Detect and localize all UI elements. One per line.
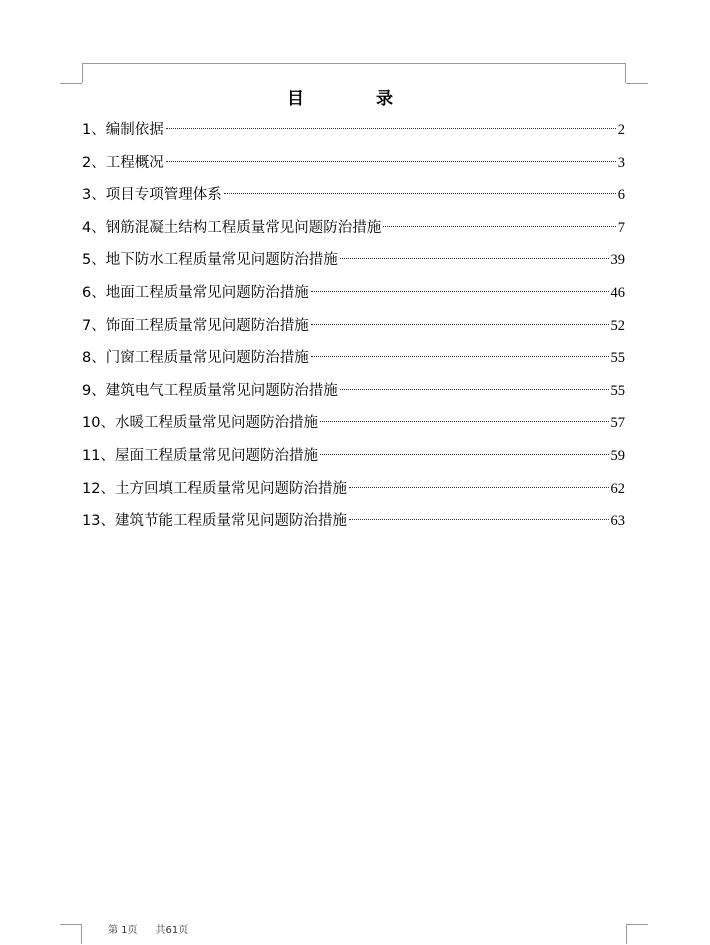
toc-leader-dots [311, 324, 609, 325]
toc-entry-label: 5、地下防水工程质量常见问题防治措施 [82, 252, 338, 269]
toc-entry[interactable] [82, 505, 625, 538]
toc-entry-page: 6 [617, 187, 625, 204]
toc-leader-dots [166, 128, 616, 129]
crop-mark-top-left [60, 63, 82, 84]
toc-leader-dots [340, 258, 609, 259]
toc-entry[interactable] [82, 375, 625, 408]
toc-entry[interactable] [82, 473, 625, 506]
toc-entry-page: 2 [617, 122, 625, 138]
crop-mark-bottom-right [626, 924, 648, 945]
toc-entry-label: 2、工程概况 [82, 154, 164, 171]
toc-entry-page: 63 [610, 513, 625, 530]
toc-entry[interactable] [82, 179, 625, 212]
footer-current-page: 第 1页 [108, 925, 138, 936]
toc-entry-page: 55 [610, 382, 625, 399]
toc-leader-dots [320, 454, 609, 455]
toc-leader-dots [311, 291, 609, 292]
toc-entry-page: 3 [617, 154, 625, 171]
toc-entry-page: 7 [617, 219, 625, 236]
toc-entry-label: 8、门窗工程质量常见问题防治措施 [82, 350, 309, 367]
toc-entry[interactable] [82, 244, 625, 277]
toc-list [82, 114, 625, 538]
toc-entry-label: 3、项目专项管理体系 [82, 187, 222, 204]
toc-entry-page: 59 [610, 447, 625, 464]
toc-leader-dots [320, 421, 609, 422]
toc-entry[interactable] [82, 114, 625, 147]
toc-entry[interactable] [82, 342, 625, 375]
toc-leader-dots [166, 161, 616, 162]
page-footer [108, 921, 188, 936]
toc-leader-dots [224, 193, 616, 194]
toc-entry-page: 55 [610, 350, 625, 367]
toc-entry[interactable] [82, 147, 625, 180]
toc-entry-label: 4、钢筋混凝土结构工程质量常见问题防治措施 [82, 219, 382, 236]
toc-leader-dots [349, 487, 609, 488]
toc-entry-label: 6、地面工程质量常见问题防治措施 [82, 284, 309, 301]
toc-title [0, 84, 680, 109]
toc-entry-page: 52 [610, 317, 625, 334]
toc-leader-dots [340, 389, 609, 390]
toc-entry-label: 12、土方回填工程质量常见问题防治措施 [82, 480, 347, 497]
toc-entry-label: 1、编制依据 [82, 122, 164, 138]
toc-entry[interactable] [82, 310, 625, 343]
crop-mark-bottom-left [60, 924, 82, 945]
toc-title-right: 录 [376, 89, 393, 109]
toc-entry-label: 11、屋面工程质量常见问题防治措施 [82, 447, 318, 464]
toc-entry-label: 13、建筑节能工程质量常见问题防治措施 [82, 513, 347, 530]
toc-entry-label: 9、建筑电气工程质量常见问题防治措施 [82, 382, 338, 399]
toc-leader-dots [349, 519, 609, 520]
toc-leader-dots [383, 226, 616, 227]
toc-entry[interactable] [82, 277, 625, 310]
toc-entry[interactable] [82, 440, 625, 473]
footer-total-pages: 共61页 [155, 925, 189, 936]
crop-mark-top-right [626, 63, 648, 84]
crop-mark-bottom-left-vertical [81, 924, 82, 944]
toc-entry-page: 39 [610, 252, 625, 269]
toc-entry-page: 57 [610, 415, 625, 432]
toc-entry[interactable] [82, 407, 625, 440]
header-frame [82, 63, 626, 83]
toc-entry-label: 10、水暖工程质量常见问题防治措施 [82, 415, 318, 432]
toc-entry-page: 46 [610, 284, 625, 301]
toc-entry-page: 62 [610, 480, 625, 497]
toc-leader-dots [311, 356, 609, 357]
toc-entry-label: 7、饰面工程质量常见问题防治措施 [82, 317, 309, 334]
crop-mark-bottom-right-vertical [626, 924, 627, 944]
toc-entry[interactable] [82, 212, 625, 245]
toc-title-left: 目 [287, 89, 304, 109]
